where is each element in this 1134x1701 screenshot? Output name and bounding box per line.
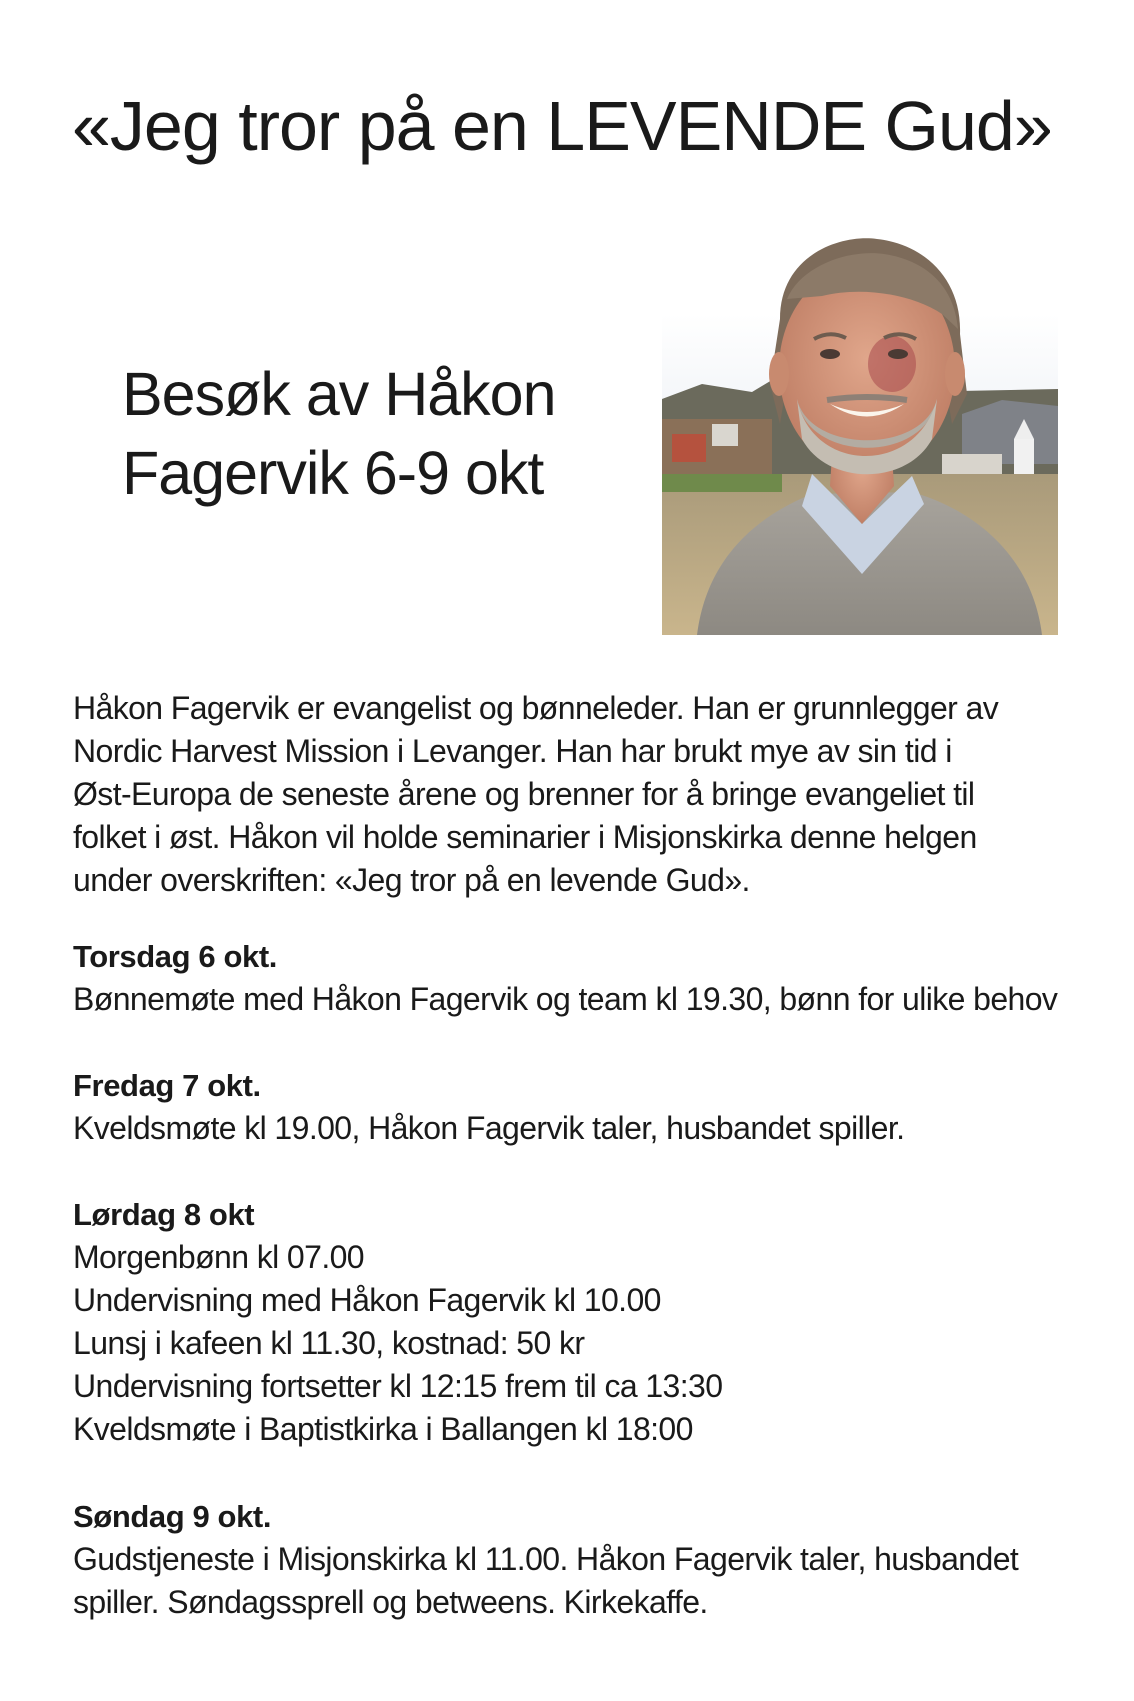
intro-line-1: Håkon Fagervik er evangelist og bønneleder. Han er grunnlegger av — [73, 690, 999, 726]
schedule-day-friday — [73, 1064, 1113, 1150]
schedule-item: spiller. Søndagssprell og betweens. Kirkekaffe. — [73, 1584, 708, 1620]
schedule-day-sunday — [73, 1495, 1113, 1624]
schedule-item: Bønnemøte med Håkon Fagervik og team kl 19.30, bønn for ulike behov — [73, 981, 1058, 1017]
schedule-item: Undervisning fortsetter kl 12:15 frem til ca 13:30 — [73, 1368, 723, 1404]
schedule-day-saturday — [73, 1193, 1113, 1451]
page-title: «Jeg tror på en LEVENDE Gud» — [72, 87, 1052, 165]
visit-announcement — [122, 355, 642, 513]
schedule-item: Morgenbønn kl 07.00 — [73, 1239, 365, 1275]
schedule-item: Lunsj i kafeen kl 11.30, kostnad: 50 kr — [73, 1325, 585, 1361]
speaker-photo — [662, 224, 1058, 635]
schedule-item: Kveldsmøte i Baptistkirka i Ballangen kl 18:00 — [73, 1411, 693, 1447]
day-heading: Fredag 7 okt. — [73, 1068, 261, 1103]
day-heading: Torsdag 6 okt. — [73, 939, 277, 974]
intro-line-5: under overskriften: «Jeg tror på en levende Gud». — [73, 862, 750, 898]
day-heading: Søndag 9 okt. — [73, 1499, 272, 1534]
schedule-item: Undervisning med Håkon Fagervik kl 10.00 — [73, 1282, 661, 1318]
schedule-item: Kveldsmøte kl 19.00, Håkon Fagervik taler, husbandet spiller. — [73, 1110, 905, 1146]
schedule-item: Gudstjeneste i Misjonskirka kl 11.00. Håkon Fagervik taler, husbandet — [73, 1541, 1019, 1577]
schedule-day-thursday — [73, 935, 1113, 1021]
intro-line-3: Øst-Europa de seneste årene og brenner for å bringe evangeliet til — [73, 776, 975, 812]
visit-line-2: Fagervik 6-9 okt — [122, 439, 544, 507]
speaker-portrait-image — [662, 224, 1058, 635]
visit-line-1: Besøk av Håkon — [122, 360, 556, 428]
intro-line-2: Nordic Harvest Mission i Levanger. Han har brukt mye av sin tid i — [73, 733, 952, 769]
intro-paragraph — [73, 687, 1073, 902]
day-heading: Lørdag 8 okt — [73, 1197, 255, 1232]
intro-line-4: folket i øst. Håkon vil holde seminarier i Misjonskirka denne helgen — [73, 819, 977, 855]
